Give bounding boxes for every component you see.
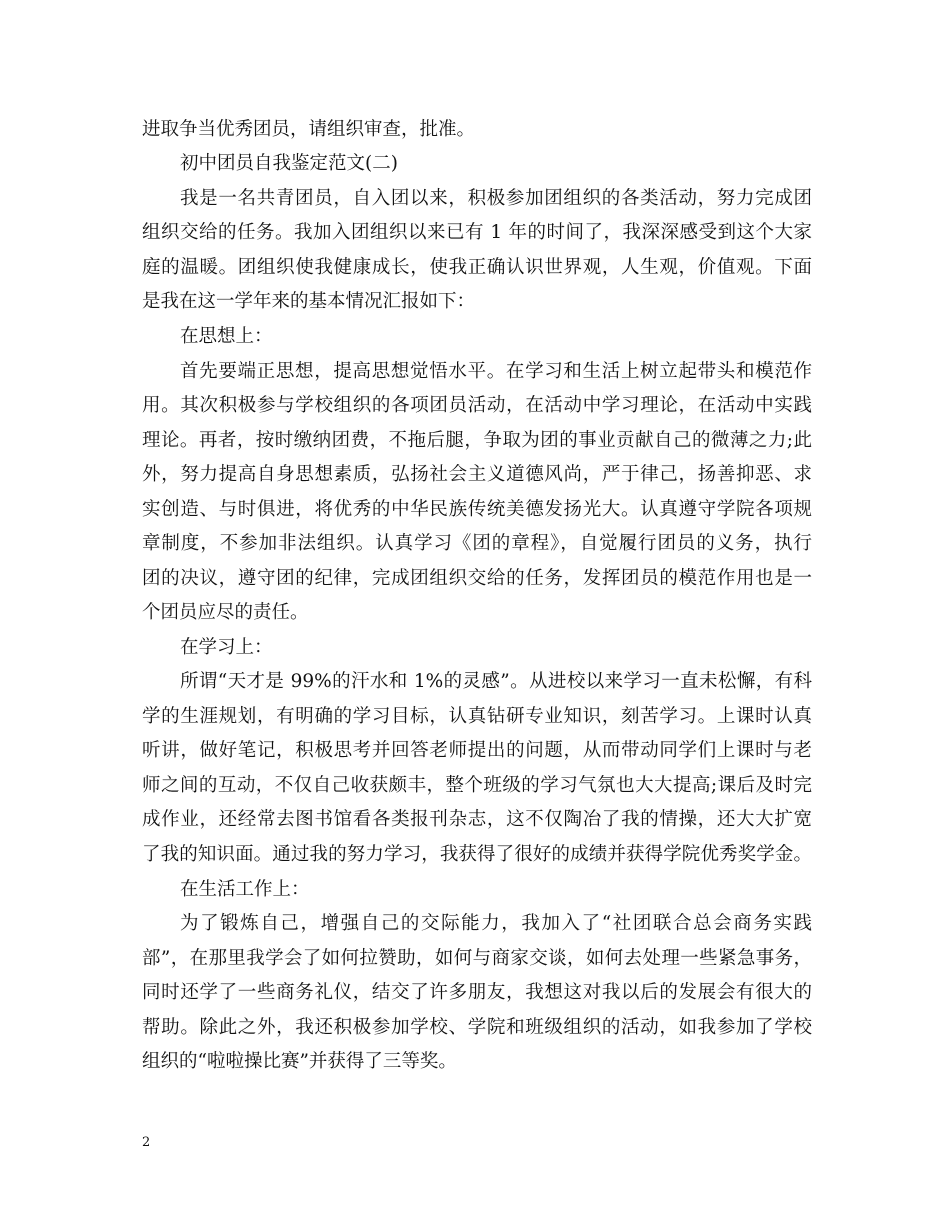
text-line: 师之间的互动，不仅自己收获颇丰，整个班级的学习气氛也大大提高;课后及时完	[142, 775, 812, 796]
text-line: 学的生涯规划，有明确的学习目标，认真钻研专业知识，刻苦学习。上课时认真	[142, 706, 812, 727]
text-line: 同时还学了一些商务礼仪，结交了许多朋友，我想这对我以后的发展会有很大的	[142, 982, 812, 1003]
text-line: 组织交给的任务。我加入团组织以来已有 1 年的时间了，我深深感受到这个大家	[142, 222, 812, 243]
text-line: 实创造、与时俱进，将优秀的中华民族传统美德发扬光大。认真遵守学院各项规	[142, 499, 812, 520]
text-line: 听讲，做好笔记，积极思考并回答老师提出的问题，从而带动同学们上课时与老	[142, 740, 812, 761]
text-line: 个团员应尽的责任。	[142, 602, 309, 623]
text-line: 首先要端正思想，提高思想觉悟水平。在学习和生活上树立起带头和模范作	[180, 361, 812, 382]
text-line: 进取争当优秀团员，请组织审查，批准。	[142, 119, 476, 140]
text-line: 我是一名共青团员，自入团以来，积极参加团组织的各类活动，努力完成团	[180, 188, 812, 209]
subsection-heading: 在生活工作上：	[180, 879, 310, 900]
text-line: 了我的知识面。通过我的努力学习，我获得了很好的成绩并获得学院优秀奖学金。	[142, 844, 812, 865]
text-line: 是我在这一学年来的基本情况汇报如下：	[142, 291, 476, 312]
text-line: 庭的温暖。团组织使我健康成长，使我正确认识世界观，人生观，价值观。下面	[142, 257, 812, 278]
text-line: 外，努力提高自身思想素质，弘扬社会主义道德风尚，严于律己，扬善抑恶、求	[142, 464, 812, 485]
page-number: 2	[142, 1135, 151, 1150]
text-line: 部”，在那里我学会了如何拉赞助，如何与商家交谈，如何去处理一些紧急事务，	[142, 948, 812, 969]
text-line: 理论。再者，按时缴纳团费，不拖后腿，争取为团的事业贡献自己的微薄之力;此	[142, 430, 812, 451]
section-heading: 初中团员自我鉴定范文(二)	[180, 153, 398, 174]
text-line: 章制度，不参加非法组织。认真学习《团的章程》，自觉履行团员的义务，执行	[142, 533, 812, 554]
text-line: 组织的“啦啦操比赛”并获得了三等奖。	[142, 1051, 457, 1072]
text-line: 帮助。除此之外，我还积极参加学校、学院和班级组织的活动，如我参加了学校	[142, 1017, 812, 1038]
text-line: 用。其次积极参与学校组织的各项团员活动，在活动中学习理论，在活动中实践	[142, 395, 812, 416]
subsection-heading: 在学习上：	[180, 637, 273, 658]
text-line: 为了锻炼自己，增强自己的交际能力，我加入了“社团联合总会商务实践	[180, 913, 812, 934]
subsection-heading: 在思想上：	[180, 326, 273, 347]
text-line: 所谓“天才是 99%的汗水和 1%的灵感”。从进校以来学习一直未松懈，有科	[180, 671, 812, 692]
text-line: 成作业，还经常去图书馆看各类报刊杂志，这不仅陶冶了我的情操，还大大扩宽	[142, 809, 812, 830]
text-line: 团的决议，遵守团的纪律，完成团组织交给的任务，发挥团员的模范作用也是一	[142, 568, 812, 589]
